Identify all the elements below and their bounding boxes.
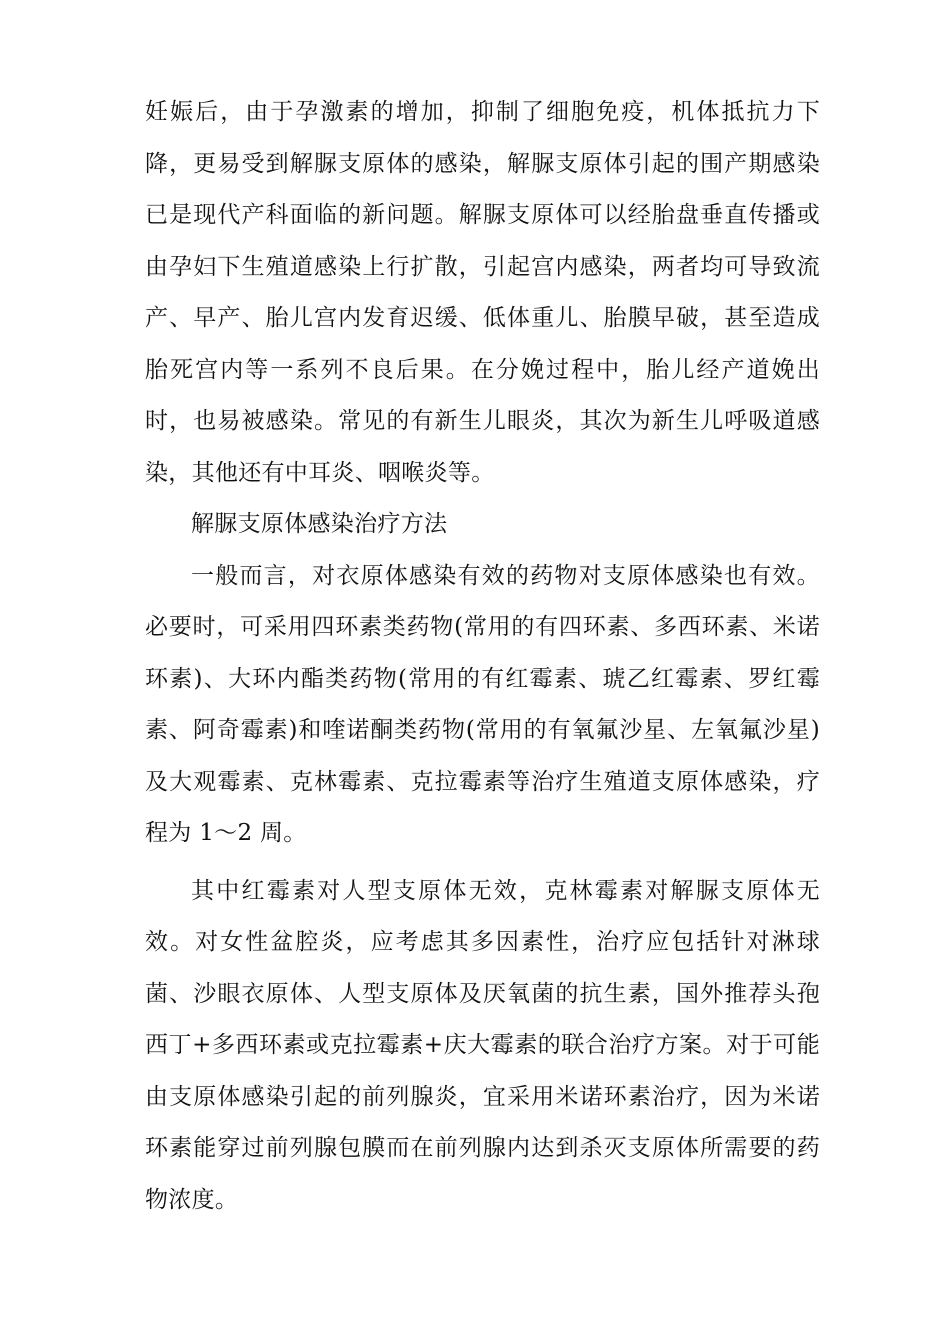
- paragraph-treatment-notes: 其中红霉素对人型支原体无效，克林霉素对解脲支原体无效。对女性盆腔炎，应考虑其多因素性，治疗应包括针对淋球菌、沙眼衣原体、人型支原体及厌氧菌的抗生素，国外推荐头孢西丁+多西环素或克拉霉素+庆大霉素的联合治疗方案。对于可能由支原体感染引起的前列腺炎，宜采用米诺环素治疗，因为米诺环素能穿过前列腺包膜而在前列腺内达到杀灭支原体所需要的药物浓度。: [145, 877, 820, 1213]
- paragraph-pregnancy-infection: 妊娠后，由于孕激素的增加，抑制了细胞免疫，机体抵抗力下降，更易受到解脲支原体的感染，解脲支原体引起的围产期感染已是现代产科面临的新问题。解脲支原体可以经胎盘垂直传播或由孕妇下生殖道感染上行扩散，引起宫内感染，两者均可导致流产、早产、胎儿宫内发育迟缓、低体重儿、胎膜早破，甚至造成胎死宫内等一系列不良后果。在分娩过程中，胎儿经产道娩出时，也易被感染。常见的有新生儿眼炎，其次为新生儿呼吸道感染，其他还有中耳炎、咽喉炎等。: [145, 99, 820, 486]
- section-heading-treatment: 解脲支原体感染治疗方法: [191, 511, 448, 537]
- paragraph-treatment-drugs: 一般而言，对衣原体感染有效的药物对支原体感染也有效。必要时，可采用四环素类药物(常用的有四环素、多西环素、米诺环素)、大环内酯类药物(常用的有红霉素、琥乙红霉素、罗红霉素、阿奇霉素)和喹诺酮类药物(常用的有氧氟沙星、左氧氟沙星)及大观霉素、克林霉素、克拉霉素等治疗生殖道支原体感染，疗程为 1～2 周。: [145, 562, 820, 846]
- document-body: [145, 87, 820, 1226]
